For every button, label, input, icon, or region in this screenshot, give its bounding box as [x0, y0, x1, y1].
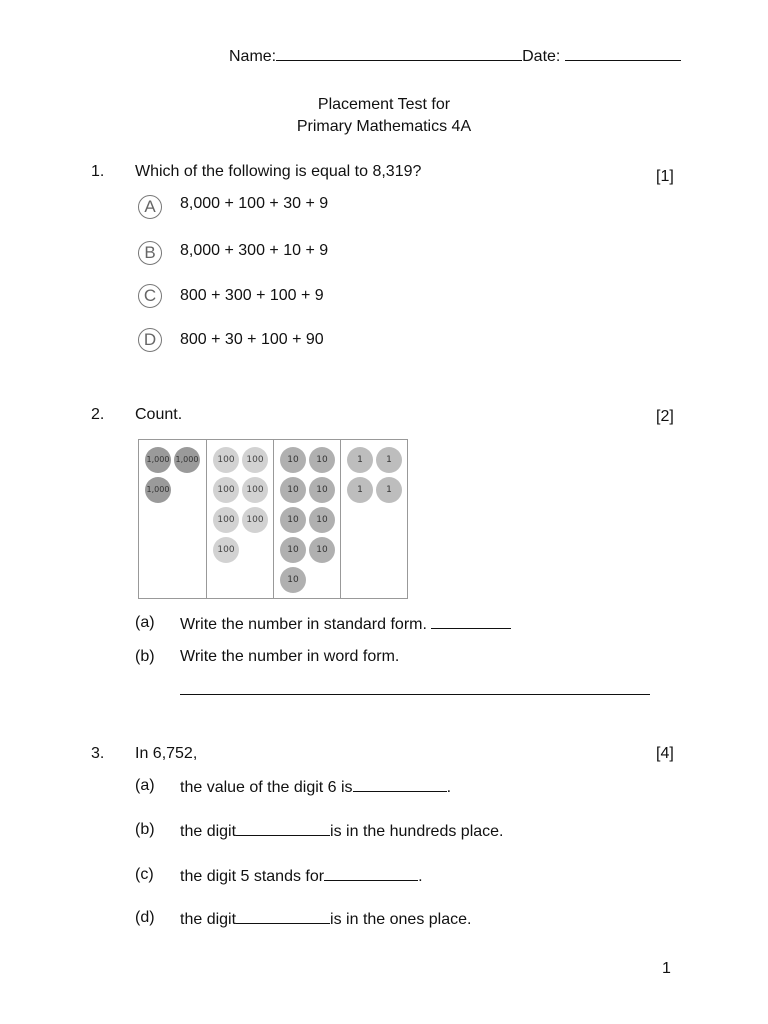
ten-disk: 10	[280, 537, 306, 563]
option-b-text: 8,000 + 300 + 10 + 9	[180, 242, 329, 259]
ten-disk: 10	[309, 507, 335, 533]
thousand-disk: 1,000	[145, 447, 171, 473]
date-blank[interactable]	[565, 46, 681, 61]
option-b-circle[interactable]: B	[138, 241, 162, 265]
hundred-disk: 100	[242, 447, 268, 473]
ten-disk: 10	[309, 477, 335, 503]
q3d-prompt: the digit	[180, 911, 237, 928]
q3b-text	[180, 821, 504, 841]
hundred-disk: 100	[213, 447, 239, 473]
q3a-answer-blank[interactable]	[353, 777, 447, 792]
one-disk: 1	[347, 477, 373, 503]
option-a-text: 8,000 + 100 + 30 + 9	[180, 195, 329, 212]
hundred-disk: 100	[213, 507, 239, 533]
ten-disk: 10	[280, 567, 306, 593]
name-label: Name:	[229, 48, 277, 65]
q3a-text	[180, 777, 451, 797]
q3b-label: (b)	[135, 821, 155, 838]
thousand-disk: 1,000	[174, 447, 200, 473]
q3d-label: (d)	[135, 909, 155, 926]
test-title-line2: Primary Mathematics 4A	[296, 118, 472, 135]
name-blank[interactable]	[276, 46, 522, 61]
option-d-text: 800 + 30 + 100 + 90	[180, 331, 324, 348]
ten-disk: 10	[309, 537, 335, 563]
q1-text: Which of the following is equal to 8,319?	[135, 163, 422, 180]
q3b-suffix: is in the hundreds place.	[330, 823, 504, 840]
q2-text: Count.	[135, 406, 183, 423]
q2a-prompt: Write the number in standard form.	[180, 616, 427, 633]
q3b-prompt: the digit	[180, 823, 237, 840]
q3c-suffix: .	[418, 868, 423, 885]
one-disk: 1	[376, 477, 402, 503]
q2-marks: [2]	[656, 408, 674, 425]
q3d-answer-blank[interactable]	[236, 909, 330, 924]
option-c-circle[interactable]: C	[138, 284, 162, 308]
option-a-circle[interactable]: A	[138, 195, 162, 219]
q3a-suffix: .	[446, 779, 452, 796]
q3a-prompt: the value of the digit 6 is	[180, 779, 353, 796]
ten-disk: 10	[280, 447, 306, 473]
ten-disk: 10	[280, 507, 306, 533]
thousands-column	[139, 440, 206, 598]
q1-marks: [1]	[656, 168, 674, 185]
one-disk: 1	[347, 447, 373, 473]
thousand-disk: 1,000	[145, 477, 171, 503]
ones-column	[340, 440, 409, 598]
q1-number: 1.	[91, 163, 105, 180]
q2a-answer-blank[interactable]	[431, 614, 511, 629]
hundred-disk: 100	[242, 507, 268, 533]
q3c-label: (c)	[135, 866, 154, 883]
q3-text: In 6,752,	[135, 745, 198, 762]
q3a-label: (a)	[135, 777, 155, 794]
q2a-text	[180, 614, 511, 634]
q3d-text	[180, 909, 471, 929]
name-date-line	[229, 46, 681, 66]
ten-disk: 10	[280, 477, 306, 503]
option-c-text: 800 + 300 + 100 + 9	[180, 287, 324, 304]
q3c-answer-blank[interactable]	[324, 866, 418, 881]
ten-disk: 10	[309, 447, 335, 473]
hundred-disk: 100	[242, 477, 268, 503]
hundreds-column	[206, 440, 273, 598]
q3-number: 3.	[91, 745, 105, 762]
test-title-line1: Placement Test for	[317, 96, 451, 113]
option-d-circle[interactable]: D	[138, 328, 162, 352]
place-value-disks-chart	[138, 439, 408, 599]
hundred-disk: 100	[213, 537, 239, 563]
q3c-prompt: the digit 5 stands for	[180, 868, 325, 885]
q2a-label: (a)	[135, 614, 155, 631]
hundred-disk: 100	[213, 477, 239, 503]
page-number: 1	[662, 960, 671, 977]
q2b-answer-line[interactable]	[180, 694, 650, 695]
date-label: Date:	[522, 48, 561, 65]
q3-marks: [4]	[656, 745, 674, 762]
q3c-text	[180, 866, 423, 886]
one-disk: 1	[376, 447, 402, 473]
q3d-suffix: is in the ones place.	[330, 911, 472, 928]
q2b-text: Write the number in word form.	[180, 648, 400, 665]
q3b-answer-blank[interactable]	[236, 821, 330, 836]
tens-column	[273, 440, 340, 598]
q2-number: 2.	[91, 406, 105, 423]
q2b-label: (b)	[135, 648, 155, 665]
